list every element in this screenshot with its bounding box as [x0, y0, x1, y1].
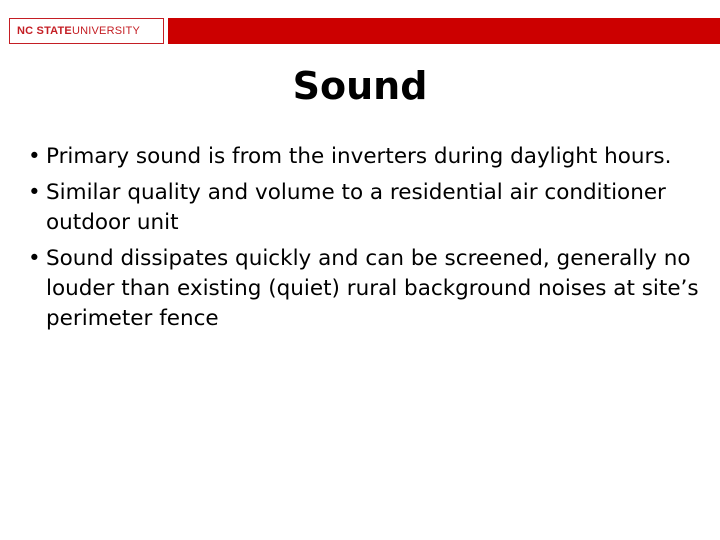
- logo-light-text: UNIVERSITY: [71, 25, 140, 37]
- bullet-item: • Primary sound is from the inverters during daylight hours.: [24, 142, 704, 172]
- header: [0, 18, 720, 44]
- slide-title-text: Sound: [292, 64, 428, 108]
- bullet-item: • Similar quality and volume to a residential air conditioner outdoor unit: [24, 178, 704, 238]
- slide-title: [0, 64, 720, 108]
- bullet-list: [24, 142, 704, 340]
- header-red-bar: [168, 18, 720, 44]
- logo-strong-text: NC STATE: [17, 25, 72, 37]
- bullet-item: • Sound dissipates quickly and can be screened, generally no louder than existing (quiet) rural background noises at site’s perimeter fence: [24, 244, 704, 334]
- nc-state-logo: [9, 18, 164, 44]
